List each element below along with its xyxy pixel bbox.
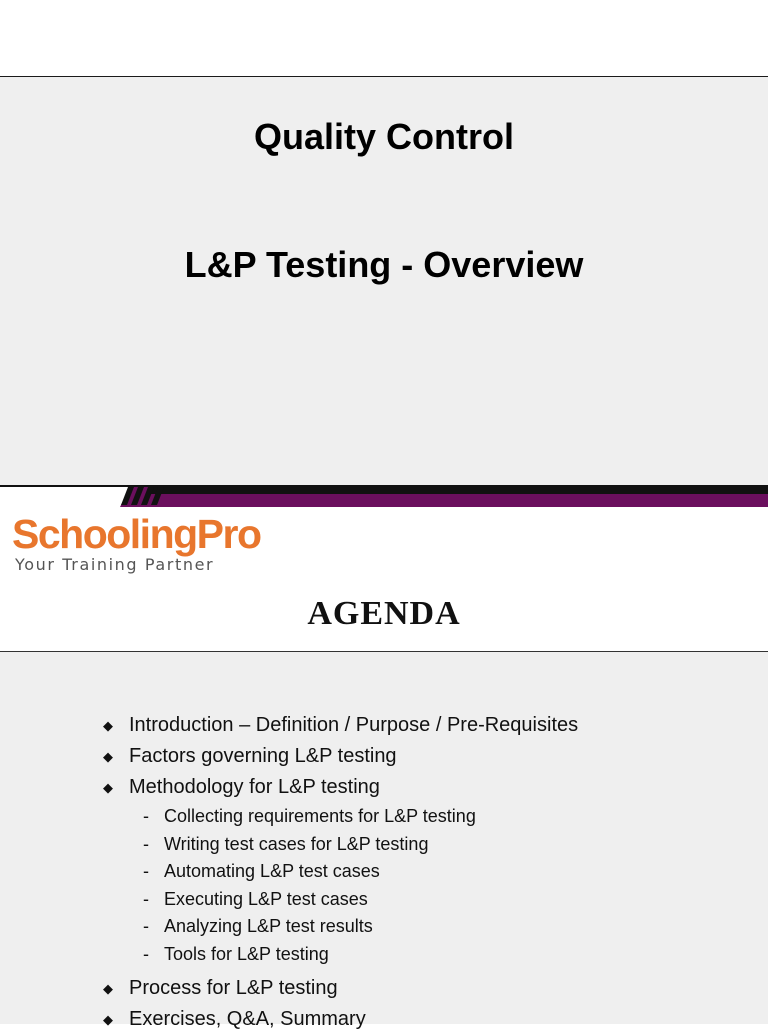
logo-tagline: Your Training Partner [15,555,215,574]
agenda-sub-item [143,858,743,886]
agenda-item [103,1004,743,1035]
dash-bullet-icon: - [143,833,149,854]
logo-wordmark: SchoolingPro [12,511,261,557]
agenda-sub-item-text: Executing L&P test cases [164,888,368,909]
agenda-item [103,710,743,741]
agenda-sub-item-text: Automating L&P test cases [164,861,380,882]
dash-bullet-icon: - [143,888,149,909]
diamond-bullet-icon: ◆ [103,718,113,733]
agenda-sub-item [143,886,743,914]
agenda-title: AGENDA [307,595,461,632]
agenda-slide-body [0,652,768,1030]
dash-bullet-icon: - [143,861,149,882]
title-slide [0,77,768,485]
agenda-sub-list [129,803,743,973]
agenda-item-text: Factors governing L&P testing [129,745,397,767]
page-top-margin [0,0,768,77]
diamond-bullet-icon: ◆ [103,749,113,764]
agenda-item-text: Exercises, Q&A, Summary [129,1007,366,1030]
agenda-item-text: Introduction – Definition / Purpose / Pre-Requisites [129,714,579,736]
agenda-sub-item [143,831,743,859]
agenda-sub-item [143,803,743,831]
diamond-bullet-icon: ◆ [103,1011,113,1027]
header-band [0,485,768,507]
agenda-item-text: Process for L&P testing [129,976,338,999]
agenda-sub-item [143,941,743,969]
agenda-item [103,772,743,973]
agenda-sub-item-text: Writing test cases for L&P testing [164,833,429,854]
slash-stripes-icon [0,485,768,507]
agenda-sub-item-text: Collecting requirements for L&P testing [164,806,476,826]
dash-bullet-icon: - [143,806,149,826]
agenda-item [103,741,743,772]
schoolingpro-logo [12,509,312,579]
agenda-slide-header [0,507,768,652]
band-dark-stripe [150,487,768,494]
agenda-sub-item-text: Tools for L&P testing [164,943,329,964]
agenda-item-text: Methodology for L&P testing [129,776,380,798]
diamond-bullet-icon: ◆ [103,980,113,996]
dash-bullet-icon: - [143,943,149,964]
agenda-sub-item [143,913,743,941]
dash-bullet-icon: - [143,916,149,937]
slide-subtitle: L&P Testing - Overview [184,244,584,285]
slide-title: Quality Control [254,116,514,157]
agenda-sub-item-text: Analyzing L&P test results [164,916,373,937]
diamond-bullet-icon: ◆ [103,780,113,795]
agenda-item [103,973,743,1004]
agenda-list [103,710,743,1035]
